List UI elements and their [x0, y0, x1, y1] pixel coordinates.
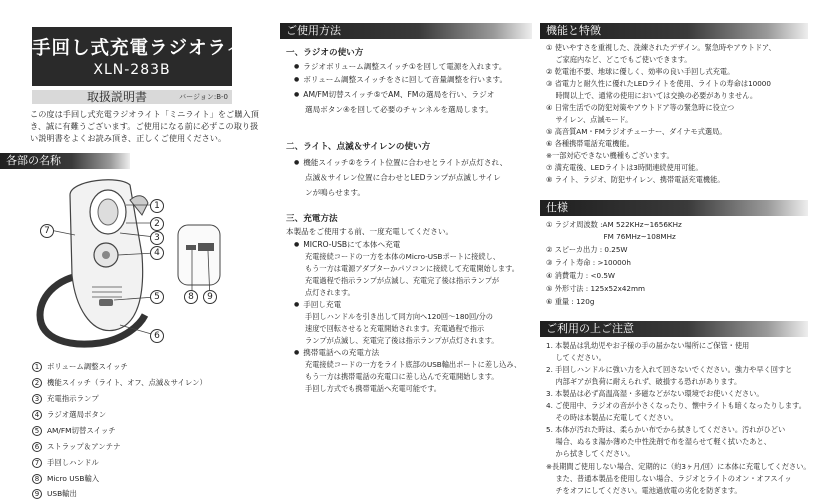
- feature-line-3: ② 乾電池不要、地球に優しく、効率の良い手回し式充電。: [546, 67, 735, 76]
- feature-line-5: 時間以上で、通常の使用においては交換の必要がありません。: [546, 91, 758, 100]
- manual-title-box: [32, 90, 232, 104]
- radio-line-3: ● AM/FM切替スイッチ⑤でAM、FMの選局を行い、ラジオ: [294, 89, 494, 101]
- feature-line-8: ⑤ 高音質AM・FMラジオチューナー、ダイナモ式選局。: [546, 127, 727, 136]
- caution-line-9: 場合、ぬるま湯か薄めた中性洗剤で布を湿らせて軽く拭いたあと、: [546, 437, 771, 446]
- legend-item-5: 5 AM/FM切替スイッチ: [32, 426, 116, 436]
- charge-section-title: 三、充電方法: [286, 214, 338, 224]
- legend-item-7: 7 手回しハンドル: [32, 458, 99, 468]
- version-label: バージョン:B-0: [179, 93, 228, 101]
- diagram-label-5: 5: [150, 290, 164, 304]
- spec-line-7: ⑥ 重量 : 120g: [546, 297, 595, 306]
- caution-line-11: ※長期間ご使用しない場合、定期的に（約3ヶ月/回）に本体に充電してください。: [546, 462, 811, 471]
- caution-line-5: 3. 本製品は必ず高温高湿・多磁などがない環境でお使いください。: [546, 389, 764, 398]
- hand-charge-line-3: ランプが点滅し、充電完了後は指示ランプが点灯されます。: [305, 336, 499, 345]
- caution-line-4: 内部ギアが負荷に耐えられず、破損する恐れがあります。: [546, 377, 742, 386]
- charge-intro: 本製品をご使用する前、一度充電してください。: [286, 227, 454, 236]
- caution-line-12: また、普通本製品を使用しない場合、ラジオとライトのオン・オフスイッ: [546, 474, 792, 483]
- feature-line-9: ⑥ 各種携帯電話充電機能。: [546, 139, 634, 148]
- phone-charge-line-3: 手回し方式でも携帯電話へ充電可能です。: [305, 384, 441, 393]
- manual-title: 取扱説明書: [87, 90, 148, 104]
- feature-line-1: ① 使いやすさを重視した、洗練されたデザイン。緊急時やアウトドア、: [546, 43, 776, 52]
- caution-heading: ご利用の上ご注意: [540, 321, 808, 337]
- caution-line-2: してください。: [546, 353, 606, 362]
- feature-line-4: ③ 省電力と耐久性に優れたLEDライトを使用、ライトの寿命は10000: [546, 79, 771, 88]
- usb-charge-line-4: 点灯されます。: [305, 288, 355, 297]
- device-diagram: [30, 175, 260, 355]
- caution-line-10: から拭きしてください。: [546, 449, 635, 458]
- diagram-label-7: 7: [40, 224, 54, 238]
- caution-line-3: 2. 手回しハンドルに強い力を入れて回さないでください。強力や早く回すと: [546, 365, 793, 374]
- parts-heading: 各部の名称: [0, 153, 130, 169]
- am-fm-switch: [99, 299, 113, 306]
- feature-line-7: サイレン、点滅モード。: [546, 115, 633, 124]
- usb-charge-line-2: もう一方は電源アダプターかパソコンに接続して充電開始します。: [305, 264, 519, 273]
- caution-line-1: 1. 本製品は乳幼児やお子様の手の届かない場所にご保管・使用: [546, 341, 750, 350]
- legend-item-6: 6 ストラップ＆アンテナ: [32, 442, 120, 452]
- caution-line-13: チをオフにしてください。電池過放電の劣化を防ぎます。: [546, 486, 742, 495]
- spec-line-6: ⑤ 外形寸法 : 125x52x42mm: [546, 284, 645, 293]
- hand-charge-title: ● 手回し充電: [294, 299, 341, 311]
- feature-line-2: ご家庭内など、どこでもご使いできます。: [546, 55, 692, 64]
- light-line-2: 点滅＆サイレン位置に合わせとLEDランプが点滅しサイレ: [305, 173, 501, 182]
- phone-charge-line-1: 充電接続コードの一方をライト底部のUSB輸出ポートに差し込み、: [305, 360, 522, 369]
- model-number: XLN-283B: [93, 62, 171, 78]
- spec-line-5: ④ 消費電力 : <0.5W: [546, 271, 616, 280]
- right-column: [540, 0, 810, 504]
- caution-line-7: その時は本製品に充電してください。: [546, 413, 678, 422]
- product-title: 手回し式充電ラジオライト: [32, 38, 266, 59]
- spec-line-1: ① ラジオ周波数 :AM 522KHz~1656KHz: [546, 220, 682, 229]
- usb-panel: [178, 225, 220, 285]
- caution-line-8: 5. 本体が汚れた時は、柔らかい布でから拭きしてください。汚れがひどい: [546, 425, 786, 434]
- usage-heading: ご使用方法: [280, 23, 532, 39]
- feature-line-11: ⑦ 満充電後、LEDライトは3時間連続使用可能。: [546, 163, 703, 172]
- diagram-label-6: 6: [150, 329, 164, 343]
- phone-charge-line-2: もう一方は携帯電話の充電口に差し込んで充電開始します。: [305, 372, 499, 381]
- diagram-label-4: 4: [150, 246, 164, 260]
- phone-charge-title: ● 携帯電話への充電方法: [294, 347, 379, 359]
- feature-line-6: ④ 日常生活での防犯対策やアウトドア等の緊急時に役立つ: [546, 103, 735, 112]
- micro-usb-port: [186, 245, 196, 250]
- intro-text: この度は手回し式充電ラジオライト「ミニライト」をご購入頂き、誠に有難うございます。ご使用になる前に必ずこの取り扱い説明書をよくお読み頂き、正しくご使用ください。: [30, 109, 259, 143]
- feature-line-12: ⑧ ライト、ラジオ、防犯サイレン、携帯電話充電機能。: [546, 175, 725, 184]
- left-column: [0, 0, 266, 504]
- legend-item-9: 9 USB輸出: [32, 489, 77, 499]
- caution-line-6: 4. ご使用中、ラジオの音が小さくなったり、懐中ライトも暗くなったりします。: [546, 401, 806, 410]
- middle-column: [280, 0, 532, 504]
- legend-item-3: 3 充電指示ランプ: [32, 394, 99, 404]
- specs-heading: 仕様: [540, 200, 808, 216]
- hand-charge-line-2: 速度で回転させると充電開始されます。充電過程で指示: [305, 324, 485, 333]
- usb-charge-title: ● MICRO-USBにて本体へ充電: [294, 239, 400, 251]
- light-section-title: 二、ライト、点滅＆サイレンの使い方: [286, 142, 431, 152]
- hand-charge-line-1: 手回しハンドルを引き出して同方向へ120回〜180回/分の: [305, 312, 493, 321]
- legend-item-4: 4 ラジオ選局ボタン: [32, 410, 106, 420]
- usb-charge-line-1: 充電接続コードの一方を本体のMicro-USBポートに接続し、: [305, 252, 500, 261]
- diagram-label-9: 9: [203, 290, 217, 304]
- title-box: [32, 27, 266, 86]
- legend-item-8: 8 Micro USB輸入: [32, 474, 99, 484]
- feature-line-10: ※一部対応できない機種もございます。: [546, 151, 674, 160]
- diagram-label-2: 2: [150, 217, 164, 231]
- legend-item-1: 1 ボリューム調整スイッチ: [32, 362, 128, 372]
- spec-line-4: ③ ライト寿命 : >10000h: [546, 258, 631, 267]
- radio-line-1: ● ラジオボリューム調整スイッチ①を回して電源を入れます。: [294, 61, 506, 73]
- legend-item-2: 2 機能スイッチ（ライト、オフ、点滅＆サイレン）: [32, 378, 207, 388]
- diagram-label-1: 1: [150, 199, 164, 213]
- light-line-3: ンが鳴らせます。: [305, 188, 365, 197]
- features-heading: 機能と特徴: [540, 23, 808, 39]
- diagram-label-8: 8: [184, 290, 198, 304]
- radio-line-2: ● ボリューム調整スイッチをさに回して音量調整を行います。: [294, 74, 507, 86]
- light-line-1: ● 機能スイッチ②をライト位置に合わせとライトが点灯され、: [294, 157, 507, 169]
- usb-charge-line-3: 充電過程で指示ランプが点滅し、充電完了後は指示ランプが: [305, 276, 500, 285]
- diagram-label-3: 3: [150, 231, 164, 245]
- radio-section-title: 一、ラジオの使い方: [286, 48, 364, 58]
- spec-line-3: ② スピーカ出力 : 0.25W: [546, 245, 628, 254]
- spec-line-2: FM 76MHz~108MHz: [546, 232, 676, 241]
- usb-port: [198, 243, 214, 251]
- radio-line-4: 選局ボタン④を回して必要のチャンネルを選局します。: [305, 105, 493, 114]
